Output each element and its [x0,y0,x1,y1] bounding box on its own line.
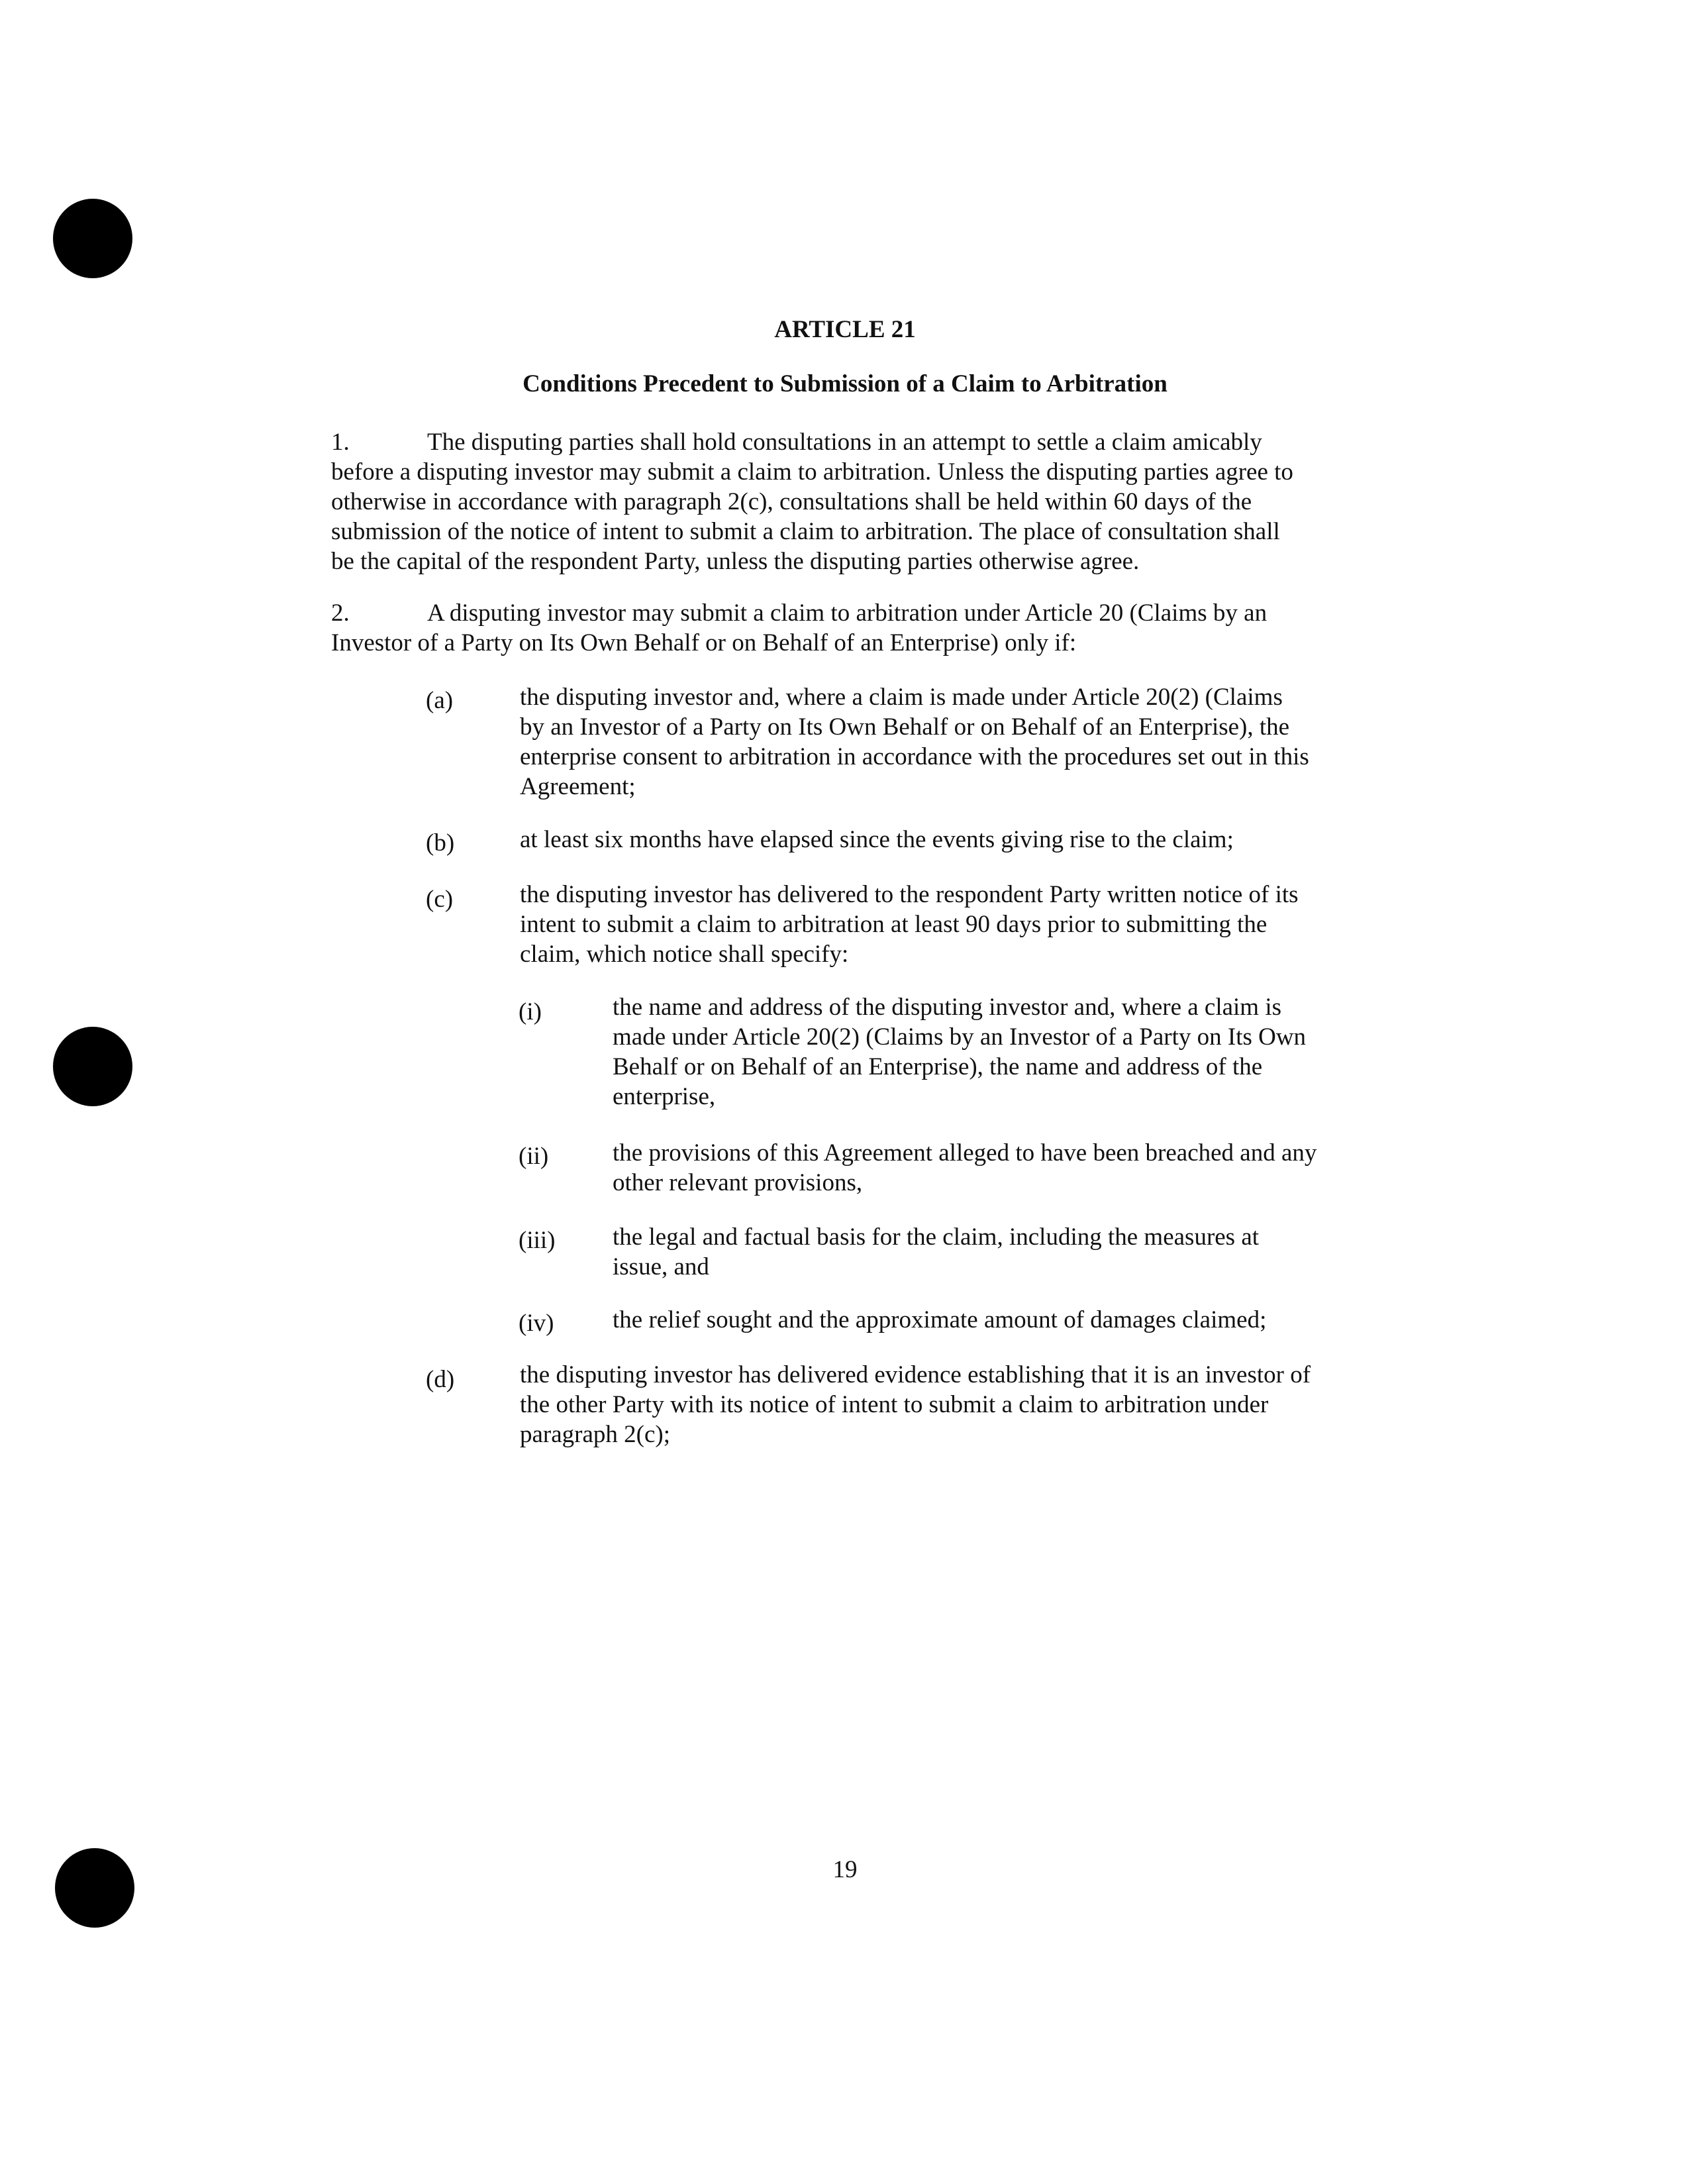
subitem-line: enterprise, [613,1083,716,1110]
item-label: (b) [426,829,455,857]
paragraph-line: A disputing investor may submit a claim to arbitration under Article 20 (Claims by an [427,599,1268,627]
binder-hole-middle [53,1027,132,1106]
page-number: 19 [832,1856,858,1883]
item-line: the other Party with its notice of intent to submit a claim to arbitration under [520,1391,1269,1418]
subitem-line: the legal and factual basis for the claim, including the measures at [613,1223,1260,1251]
paragraph-line: be the capital of the respondent Party, unless the disputing parties otherwise agree. [331,548,1140,575]
item-line: enterprise consent to arbitration in accordance with the procedures set out in this [520,743,1309,770]
item-line: by an Investor of a Party on Its Own Behalf or on Behalf of an Enterprise), the [520,713,1290,741]
binder-hole-top [53,199,132,278]
subitem-line: the name and address of the disputing investor and, where a claim is [613,994,1282,1021]
paragraph-line: before a disputing investor may submit a claim to arbitration. Unless the disputing parties agree to [331,458,1293,486]
paragraph-line: Investor of a Party on Its Own Behalf or on Behalf of an Enterprise) only if: [331,629,1077,656]
paragraph-line: otherwise in accordance with paragraph 2(c), consultations shall be held within 60 days of the [331,488,1252,515]
subitem-label: (i) [519,998,542,1025]
subitem-line: the provisions of this Agreement alleged to have been breached and any [613,1139,1317,1167]
item-line: at least six months have elapsed since the events giving rise to the claim; [520,826,1234,853]
item-line: intent to submit a claim to arbitration at least 90 days prior to submitting the [520,911,1268,938]
paragraph-number: 2. [331,599,350,627]
item-line: paragraph 2(c); [520,1421,671,1448]
subitem-line: issue, and [613,1253,709,1280]
item-label: (a) [426,687,454,714]
subitem-label: (ii) [519,1143,549,1170]
subitem-label: (iv) [519,1310,554,1337]
paragraph-number: 1. [331,429,350,456]
subitem-label: (iii) [519,1227,556,1254]
subitem-line: other relevant provisions, [613,1169,863,1196]
item-label: (d) [426,1366,455,1393]
paragraph-line: submission of the notice of intent to submit a claim to arbitration. The place of consultation shall [331,518,1280,545]
subitem-line: Behalf or on Behalf of an Enterprise), the name and address of the [613,1053,1263,1080]
item-line: claim, which notice shall specify: [520,941,849,968]
paragraph-line: The disputing parties shall hold consultations in an attempt to settle a claim amicably [427,429,1262,456]
item-line: Agreement; [520,773,636,800]
article-title: ARTICLE 21 [774,316,916,343]
item-line: the disputing investor has delivered evidence establishing that it is an investor of [520,1361,1311,1388]
subitem-line: made under Article 20(2) (Claims by an Investor of a Party on Its Own [613,1023,1307,1051]
item-line: the disputing investor and, where a claim is made under Article 20(2) (Claims [520,684,1283,711]
article-subtitle: Conditions Precedent to Submission of a Claim to Arbitration [522,370,1168,397]
item-line: the disputing investor has delivered to the respondent Party written notice of its [520,881,1299,908]
subitem-line: the relief sought and the approximate amount of damages claimed; [613,1306,1267,1333]
item-label: (c) [426,886,454,913]
